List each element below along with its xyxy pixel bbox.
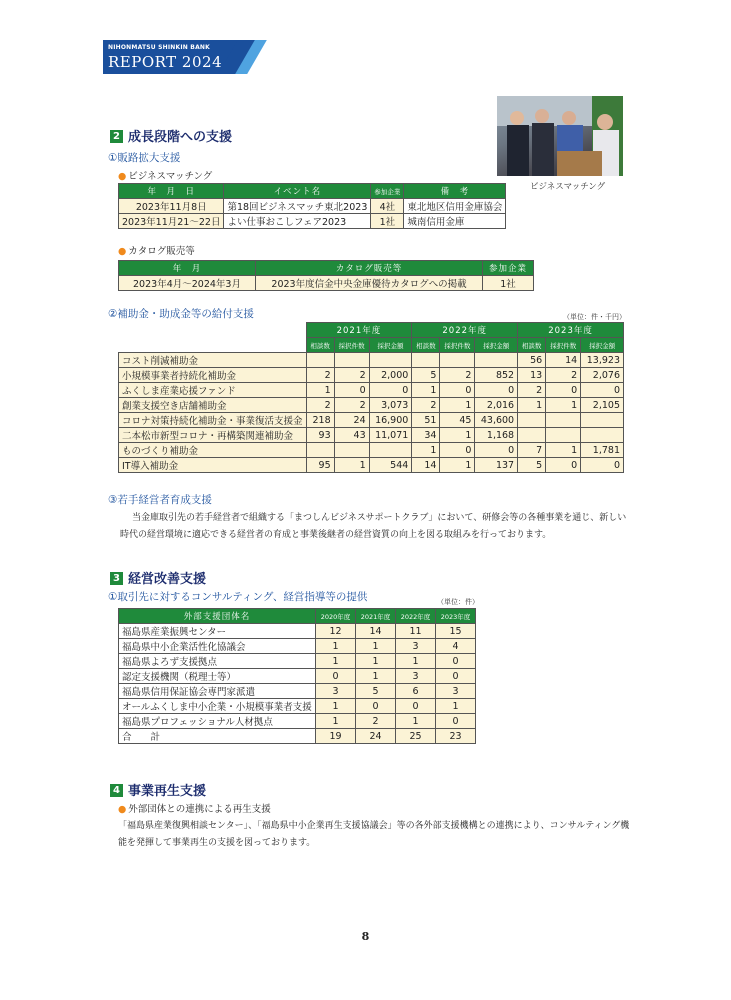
sub-header: 相談数 bbox=[518, 338, 546, 353]
table-cell: 852 bbox=[475, 368, 518, 383]
table-row bbox=[119, 684, 476, 699]
row-label: 福島県産業振興センター bbox=[119, 624, 316, 639]
col-header: 備 考 bbox=[404, 184, 506, 199]
sub-header: 採択金額 bbox=[581, 338, 624, 353]
row-label: 二本松市新型コロナ・再構築関連補助金 bbox=[119, 428, 307, 443]
section-2-heading bbox=[110, 126, 232, 145]
table-cell: 1社 bbox=[483, 276, 534, 291]
table-row bbox=[119, 368, 624, 383]
table-row bbox=[119, 669, 476, 684]
table-cell: 11,071 bbox=[369, 428, 412, 443]
col-header: 外部支援団体名 bbox=[119, 609, 316, 624]
table-cell: 7 bbox=[518, 443, 546, 458]
row-label: 福島県よろず支援拠点 bbox=[119, 654, 316, 669]
table-cell: 0 bbox=[581, 383, 624, 398]
table-cell: 0 bbox=[369, 383, 412, 398]
col-header: 年 月 日 bbox=[119, 184, 224, 199]
business-matching-table bbox=[118, 183, 506, 229]
table-row bbox=[119, 199, 506, 214]
subsection-grants: ②補助金・助成金等の給付支援 bbox=[108, 308, 254, 320]
section-title: 成長段階への支援 bbox=[128, 130, 233, 145]
table-row bbox=[119, 714, 476, 729]
table-cell: 2 bbox=[440, 368, 475, 383]
table-cell: 25 bbox=[396, 729, 436, 744]
table-cell: 13 bbox=[518, 368, 546, 383]
photo-caption: ビジネスマッチング bbox=[530, 182, 606, 192]
grant-table bbox=[118, 322, 624, 473]
table-cell bbox=[369, 443, 412, 458]
table-cell: 51 bbox=[412, 413, 440, 428]
table-cell: 0 bbox=[546, 383, 581, 398]
table-cell: 11 bbox=[396, 624, 436, 639]
table-cell: 0 bbox=[546, 458, 581, 473]
table-cell: 23 bbox=[436, 729, 476, 744]
table-cell bbox=[518, 428, 546, 443]
section-3-heading bbox=[110, 568, 206, 587]
table-cell: 東北地区信用金庫協会 bbox=[404, 199, 506, 214]
table-row bbox=[119, 276, 534, 291]
table-cell: 1 bbox=[396, 654, 436, 669]
year-header: 2023年度 bbox=[518, 323, 624, 338]
table-cell: 5 bbox=[412, 368, 440, 383]
table-cell: 56 bbox=[518, 353, 546, 368]
table-cell: 15 bbox=[436, 624, 476, 639]
table-cell bbox=[581, 428, 624, 443]
row-label: 福島県信用保証協会専門家派遣 bbox=[119, 684, 316, 699]
bank-name: NIHONMATSU SHINKIN BANK bbox=[108, 44, 210, 51]
table-cell: 2,105 bbox=[581, 398, 624, 413]
consulting-unit: （単位：件） bbox=[437, 598, 479, 606]
table-cell: 13,923 bbox=[581, 353, 624, 368]
table-cell: 544 bbox=[369, 458, 412, 473]
sub-header: 相談数 bbox=[412, 338, 440, 353]
table-cell: 0 bbox=[440, 443, 475, 458]
young-managers-text: 当金庫取引先の若手経営者で組織する「まつしんビジネスサポートクラブ」において、研修会等の各種事業を通じ、新しい時代の経営環境に適応できる経営者の育成と事業後継者の経営資質の向上を図る取組みを行っております。 bbox=[120, 513, 627, 540]
table-cell bbox=[306, 443, 334, 458]
table-cell: 1 bbox=[546, 443, 581, 458]
business-matching-photo bbox=[497, 96, 623, 176]
table-cell: 0 bbox=[436, 654, 476, 669]
table-cell: 1 bbox=[412, 443, 440, 458]
table-cell: 2023年11月21〜22日 bbox=[119, 214, 224, 229]
table-cell bbox=[475, 353, 518, 368]
table-cell: 43 bbox=[334, 428, 369, 443]
subsection-young-managers: ③若手経営者育成支援 bbox=[108, 494, 212, 506]
table-cell: 1 bbox=[440, 428, 475, 443]
table-cell: 6 bbox=[396, 684, 436, 699]
table-cell: 3 bbox=[436, 684, 476, 699]
col-header: 参加企業 bbox=[371, 184, 404, 199]
table-cell: 1 bbox=[412, 383, 440, 398]
col-header: 参加企業 bbox=[483, 261, 534, 276]
table-row bbox=[119, 353, 624, 368]
table-cell: 24 bbox=[334, 413, 369, 428]
section-number: 3 bbox=[110, 572, 123, 585]
col-header: イベント名 bbox=[224, 184, 371, 199]
subsection-consulting: ①取引先に対するコンサルティング、経営指導等の提供 bbox=[108, 591, 368, 603]
row-label: 福島県中小企業活性化協議会 bbox=[119, 639, 316, 654]
table-cell: 1 bbox=[356, 639, 396, 654]
sub-header: 相談数 bbox=[306, 338, 334, 353]
business-matching-label: ● ビジネスマッチング bbox=[118, 168, 212, 182]
table-row bbox=[119, 639, 476, 654]
section-title: 経営改善支援 bbox=[128, 572, 207, 587]
table-cell: 137 bbox=[475, 458, 518, 473]
year-header: 2021年度 bbox=[306, 323, 412, 338]
row-label: ものづくり補助金 bbox=[119, 443, 307, 458]
row-label: 小規模事業者持続化補助金 bbox=[119, 368, 307, 383]
table-cell: 14 bbox=[546, 353, 581, 368]
external-collaboration-label: ● 外部団体との連携による再生支援 bbox=[118, 801, 271, 815]
table-cell bbox=[369, 353, 412, 368]
table-cell: 3 bbox=[316, 684, 356, 699]
table-cell: 第18回ビジネスマッチ東北2023 bbox=[224, 199, 371, 214]
table-cell: 2023年11月8日 bbox=[119, 199, 224, 214]
table-row bbox=[119, 398, 624, 413]
table-cell: 1 bbox=[316, 714, 356, 729]
table-cell: 14 bbox=[356, 624, 396, 639]
table-cell: 2 bbox=[518, 383, 546, 398]
table-cell: 5 bbox=[518, 458, 546, 473]
table-cell: よい仕事おこしフェア2023 bbox=[224, 214, 371, 229]
table-cell: 0 bbox=[396, 699, 436, 714]
section-number: 4 bbox=[110, 784, 123, 797]
sub-header: 採択金額 bbox=[369, 338, 412, 353]
section-title: 事業再生支援 bbox=[128, 784, 207, 799]
table-cell: 2 bbox=[412, 398, 440, 413]
table-cell: 12 bbox=[316, 624, 356, 639]
col-header: 年 月 bbox=[119, 261, 256, 276]
table-cell: 45 bbox=[440, 413, 475, 428]
table-cell bbox=[546, 428, 581, 443]
table-cell bbox=[581, 413, 624, 428]
table-cell: 0 bbox=[334, 383, 369, 398]
catalog-sales-label: ● カタログ販売等 bbox=[118, 243, 195, 257]
table-cell: 5 bbox=[356, 684, 396, 699]
table-cell: 3,073 bbox=[369, 398, 412, 413]
sub-header: 採択件数 bbox=[546, 338, 581, 353]
row-label: 福島県プロフェッショナル人材拠点 bbox=[119, 714, 316, 729]
section-number: 2 bbox=[110, 130, 123, 143]
table-cell: 1 bbox=[396, 714, 436, 729]
table-cell: 2023年4月〜2024年3月 bbox=[119, 276, 256, 291]
table-cell: 0 bbox=[475, 383, 518, 398]
table-cell: 1社 bbox=[371, 214, 404, 229]
table-cell: 2,076 bbox=[581, 368, 624, 383]
table-row bbox=[119, 214, 506, 229]
table-cell: 0 bbox=[436, 669, 476, 684]
row-label: 合 計 bbox=[119, 729, 316, 744]
table-row bbox=[119, 413, 624, 428]
col-header: 2021年度 bbox=[356, 609, 396, 624]
row-label: ふくしま産業応援ファンド bbox=[119, 383, 307, 398]
table-cell: 2,016 bbox=[475, 398, 518, 413]
page-number: 8 bbox=[361, 930, 370, 943]
row-label: IT導入補助金 bbox=[119, 458, 307, 473]
table-cell: 218 bbox=[306, 413, 334, 428]
table-cell: 0 bbox=[436, 714, 476, 729]
table-cell: 2 bbox=[334, 398, 369, 413]
table-cell: 0 bbox=[475, 443, 518, 458]
year-header: 2022年度 bbox=[412, 323, 518, 338]
col-header: 2020年度 bbox=[316, 609, 356, 624]
subsection-sales-channel: ①販路拡大支援 bbox=[108, 152, 181, 164]
row-label: 認定支援機関（税理士等） bbox=[119, 669, 316, 684]
report-banner bbox=[103, 40, 263, 74]
table-cell bbox=[440, 353, 475, 368]
table-cell: 1 bbox=[306, 383, 334, 398]
table-cell: 1 bbox=[316, 654, 356, 669]
sub-header: 採択件数 bbox=[334, 338, 369, 353]
table-cell: 4社 bbox=[371, 199, 404, 214]
table-cell: 43,600 bbox=[475, 413, 518, 428]
row-label: 創業支援空き店舗補助金 bbox=[119, 398, 307, 413]
table-cell: 2 bbox=[546, 368, 581, 383]
col-header: 2023年度 bbox=[436, 609, 476, 624]
table-cell: 2 bbox=[306, 398, 334, 413]
table-cell: 1 bbox=[436, 699, 476, 714]
table-cell: 14 bbox=[412, 458, 440, 473]
table-cell: 1,168 bbox=[475, 428, 518, 443]
table-cell: 1 bbox=[356, 669, 396, 684]
table-cell: 2 bbox=[334, 368, 369, 383]
table-cell: 城南信用金庫 bbox=[404, 214, 506, 229]
table-cell: 1 bbox=[440, 398, 475, 413]
table-cell: 1 bbox=[334, 458, 369, 473]
table-cell: 16,900 bbox=[369, 413, 412, 428]
table-row bbox=[119, 458, 624, 473]
table-row bbox=[119, 699, 476, 714]
col-header: カタログ販売等 bbox=[256, 261, 483, 276]
corner-cell bbox=[119, 323, 307, 353]
table-cell: 1 bbox=[316, 699, 356, 714]
catalog-sales-table bbox=[118, 260, 534, 291]
table-cell: 0 bbox=[440, 383, 475, 398]
table-cell bbox=[334, 443, 369, 458]
table-cell: 0 bbox=[316, 669, 356, 684]
table-cell bbox=[412, 353, 440, 368]
table-row bbox=[119, 443, 624, 458]
consulting-table bbox=[118, 608, 476, 744]
table-cell: 3 bbox=[396, 669, 436, 684]
table-cell: 3 bbox=[396, 639, 436, 654]
table-cell: 1 bbox=[518, 398, 546, 413]
table-cell: 1 bbox=[356, 654, 396, 669]
row-label: オールふくしま中小企業・小規模事業者支援 bbox=[119, 699, 316, 714]
table-cell: 24 bbox=[356, 729, 396, 744]
table-cell bbox=[306, 353, 334, 368]
row-label: コロナ対策持続化補助金・事業復活支援金 bbox=[119, 413, 307, 428]
grant-unit: （単位：件・千円） bbox=[563, 313, 626, 321]
table-row bbox=[119, 729, 476, 744]
table-cell: 1 bbox=[316, 639, 356, 654]
table-row bbox=[119, 624, 476, 639]
table-cell: 34 bbox=[412, 428, 440, 443]
table-cell: 2023年度信金中央金庫優待カタログへの掲載 bbox=[256, 276, 483, 291]
table-cell: 4 bbox=[436, 639, 476, 654]
table-cell: 19 bbox=[316, 729, 356, 744]
table-cell bbox=[518, 413, 546, 428]
report-title: REPORT 2024 bbox=[108, 53, 223, 71]
table-cell: 0 bbox=[581, 458, 624, 473]
table-cell bbox=[334, 353, 369, 368]
col-header: 2022年度 bbox=[396, 609, 436, 624]
table-cell: 93 bbox=[306, 428, 334, 443]
sub-header: 採択件数 bbox=[440, 338, 475, 353]
row-label: コスト削減補助金 bbox=[119, 353, 307, 368]
sub-header: 採択金額 bbox=[475, 338, 518, 353]
table-cell: 1,781 bbox=[581, 443, 624, 458]
table-cell bbox=[546, 413, 581, 428]
table-cell: 1 bbox=[546, 398, 581, 413]
table-row bbox=[119, 383, 624, 398]
rehabilitation-text: 「福島県産業復興相談センター」、「福島県中小企業再生支援協議会」等の各外部支援機構との連携により、コンサルティング機能を発揮して事業再生の支援を図っております。 bbox=[118, 821, 630, 848]
table-cell: 2 bbox=[306, 368, 334, 383]
section-4-heading bbox=[110, 780, 206, 799]
table-cell: 0 bbox=[356, 699, 396, 714]
table-row bbox=[119, 428, 624, 443]
table-cell: 95 bbox=[306, 458, 334, 473]
table-cell: 1 bbox=[440, 458, 475, 473]
table-cell: 2,000 bbox=[369, 368, 412, 383]
table-cell: 2 bbox=[356, 714, 396, 729]
table-row bbox=[119, 654, 476, 669]
